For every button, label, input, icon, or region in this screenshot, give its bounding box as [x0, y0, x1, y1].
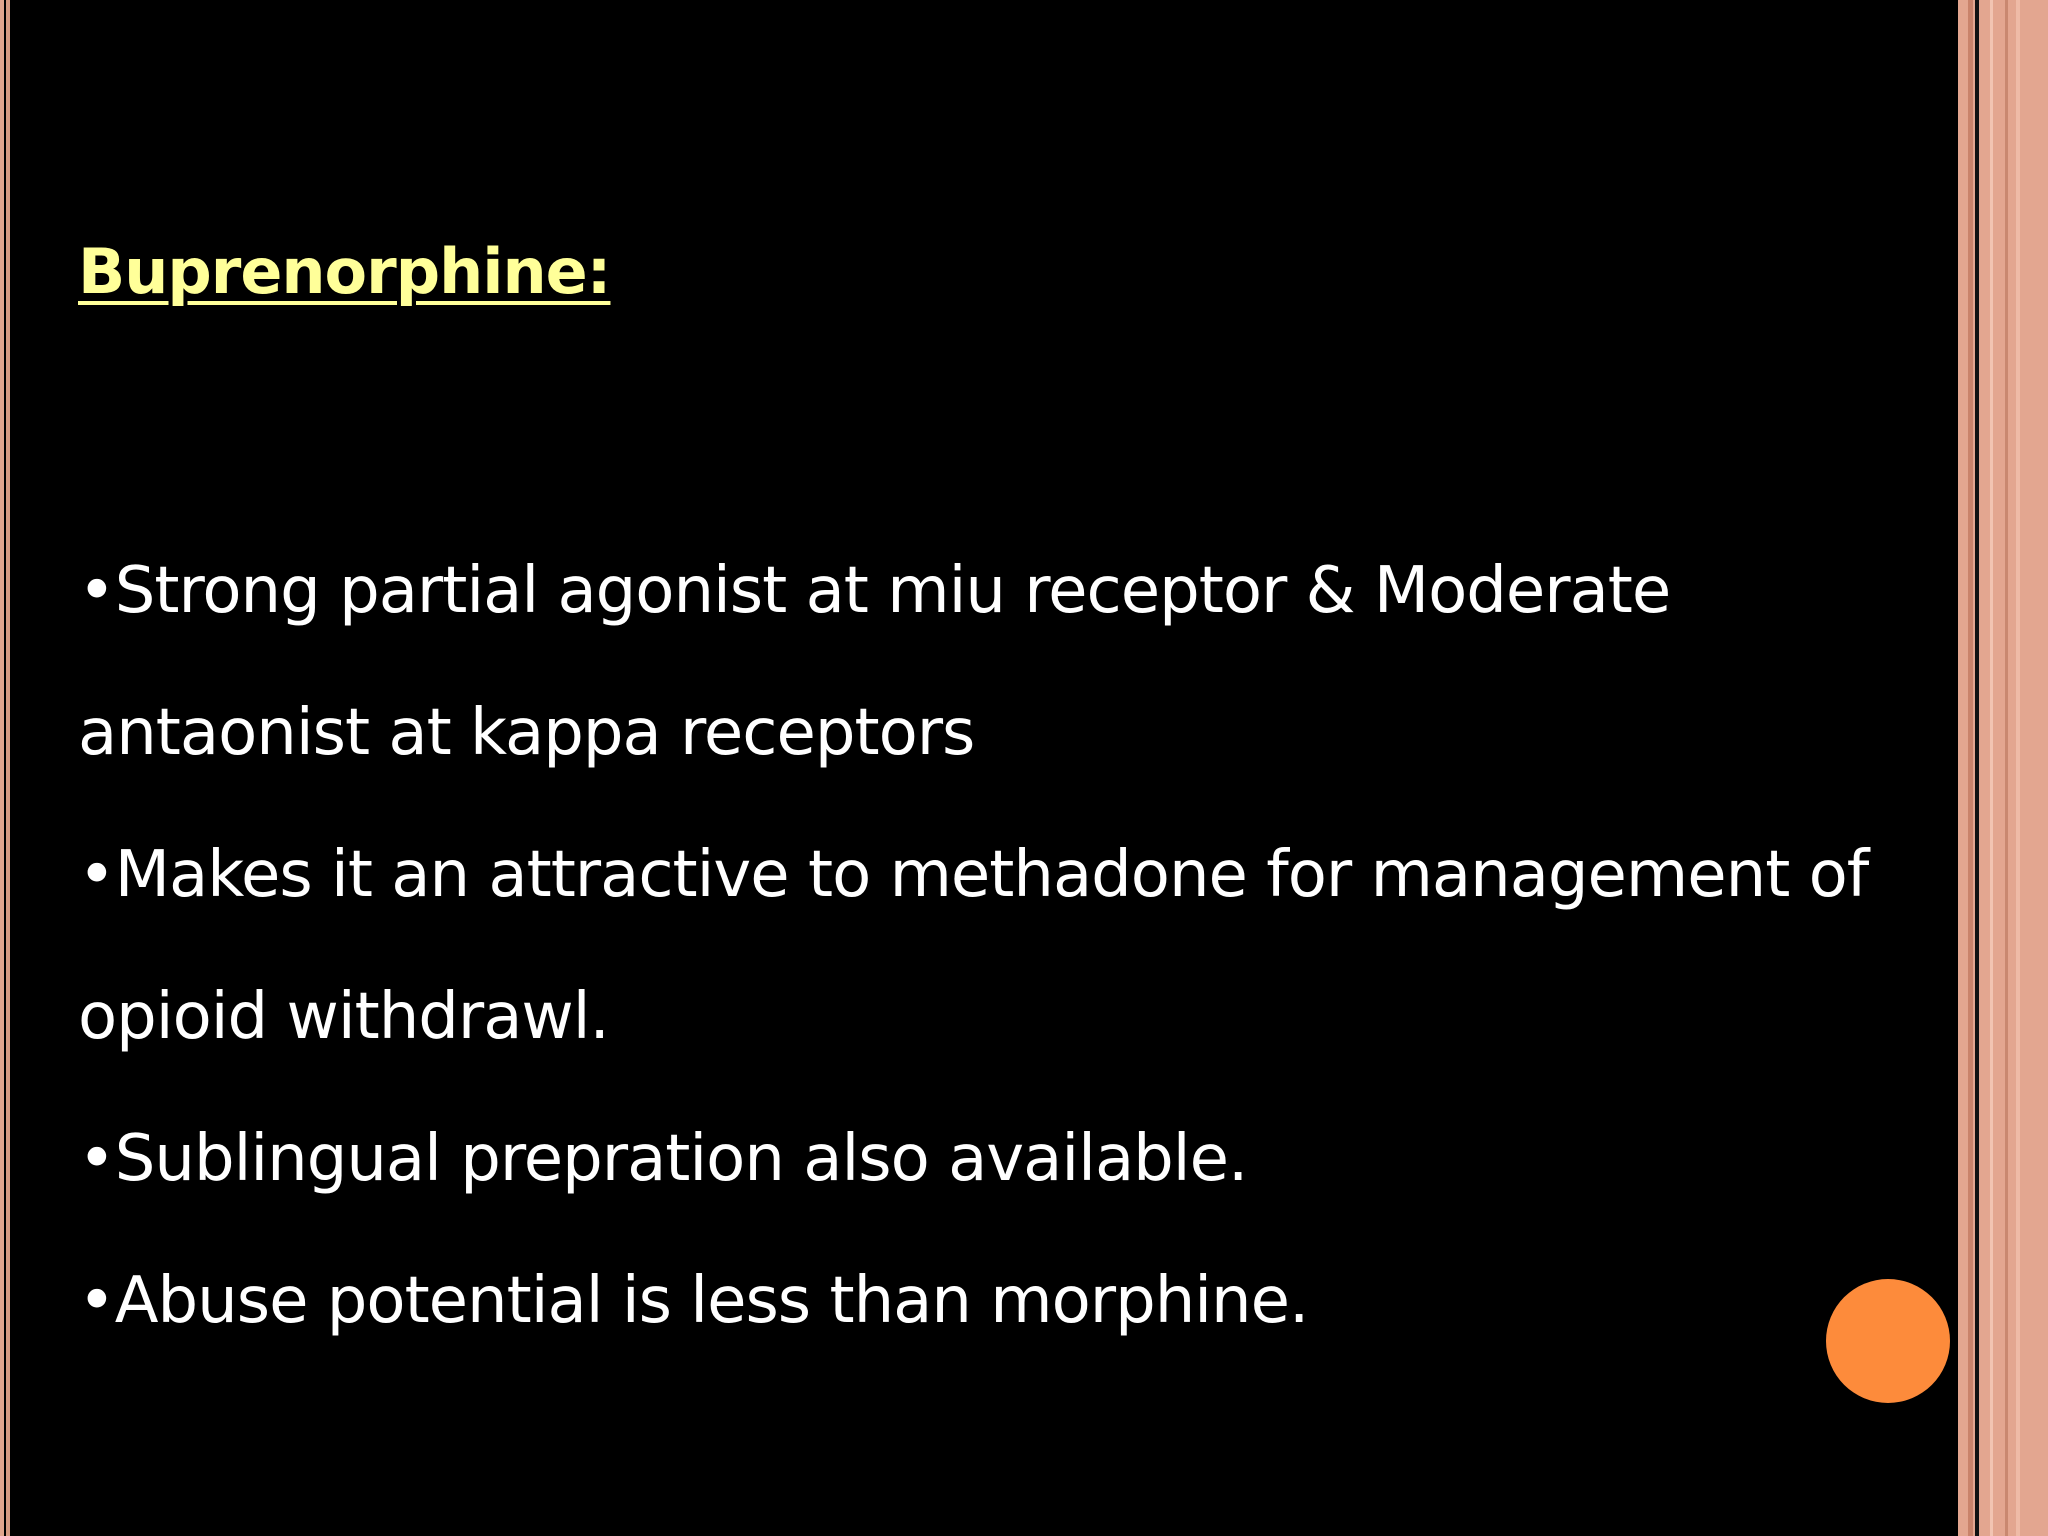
bullet-text: Makes it an attractive to methadone for management of	[114, 838, 1869, 912]
bullet-text: Sublingual prepration also available.	[114, 1122, 1248, 1196]
bullet-symbol: •	[78, 838, 115, 912]
bullet-symbol: •	[78, 1264, 115, 1338]
bullet-text: Strong partial agonist at miu receptor & Moderate	[114, 554, 1671, 628]
right-border-stripe	[1990, 0, 1993, 1536]
right-border-stripe	[1975, 0, 1979, 1536]
orange-circle-decoration	[1826, 1279, 1950, 1403]
bullet-symbol: •	[78, 1122, 115, 1196]
bullet-item	[78, 1230, 1958, 1372]
bullet-symbol: •	[78, 554, 115, 628]
left-border-stripe	[0, 0, 4, 1536]
bullet-continuation: antaonist at kappa receptors	[78, 696, 975, 770]
bullet-item	[78, 804, 1958, 946]
right-border-stripe	[2005, 0, 2008, 1536]
right-border-stripe	[1968, 0, 1973, 1536]
bullet-item	[78, 520, 1958, 662]
bullet-list	[78, 520, 1958, 1372]
bullet-text: Abuse potential is less than morphine.	[114, 1264, 1309, 1338]
bullet-continuation: opioid withdrawl.	[78, 980, 609, 1054]
right-border-stripe	[2016, 0, 2020, 1536]
slide-title: Buprenorphine:	[78, 235, 611, 308]
bullet-item	[78, 1088, 1958, 1230]
left-border-stripe	[6, 0, 10, 1536]
